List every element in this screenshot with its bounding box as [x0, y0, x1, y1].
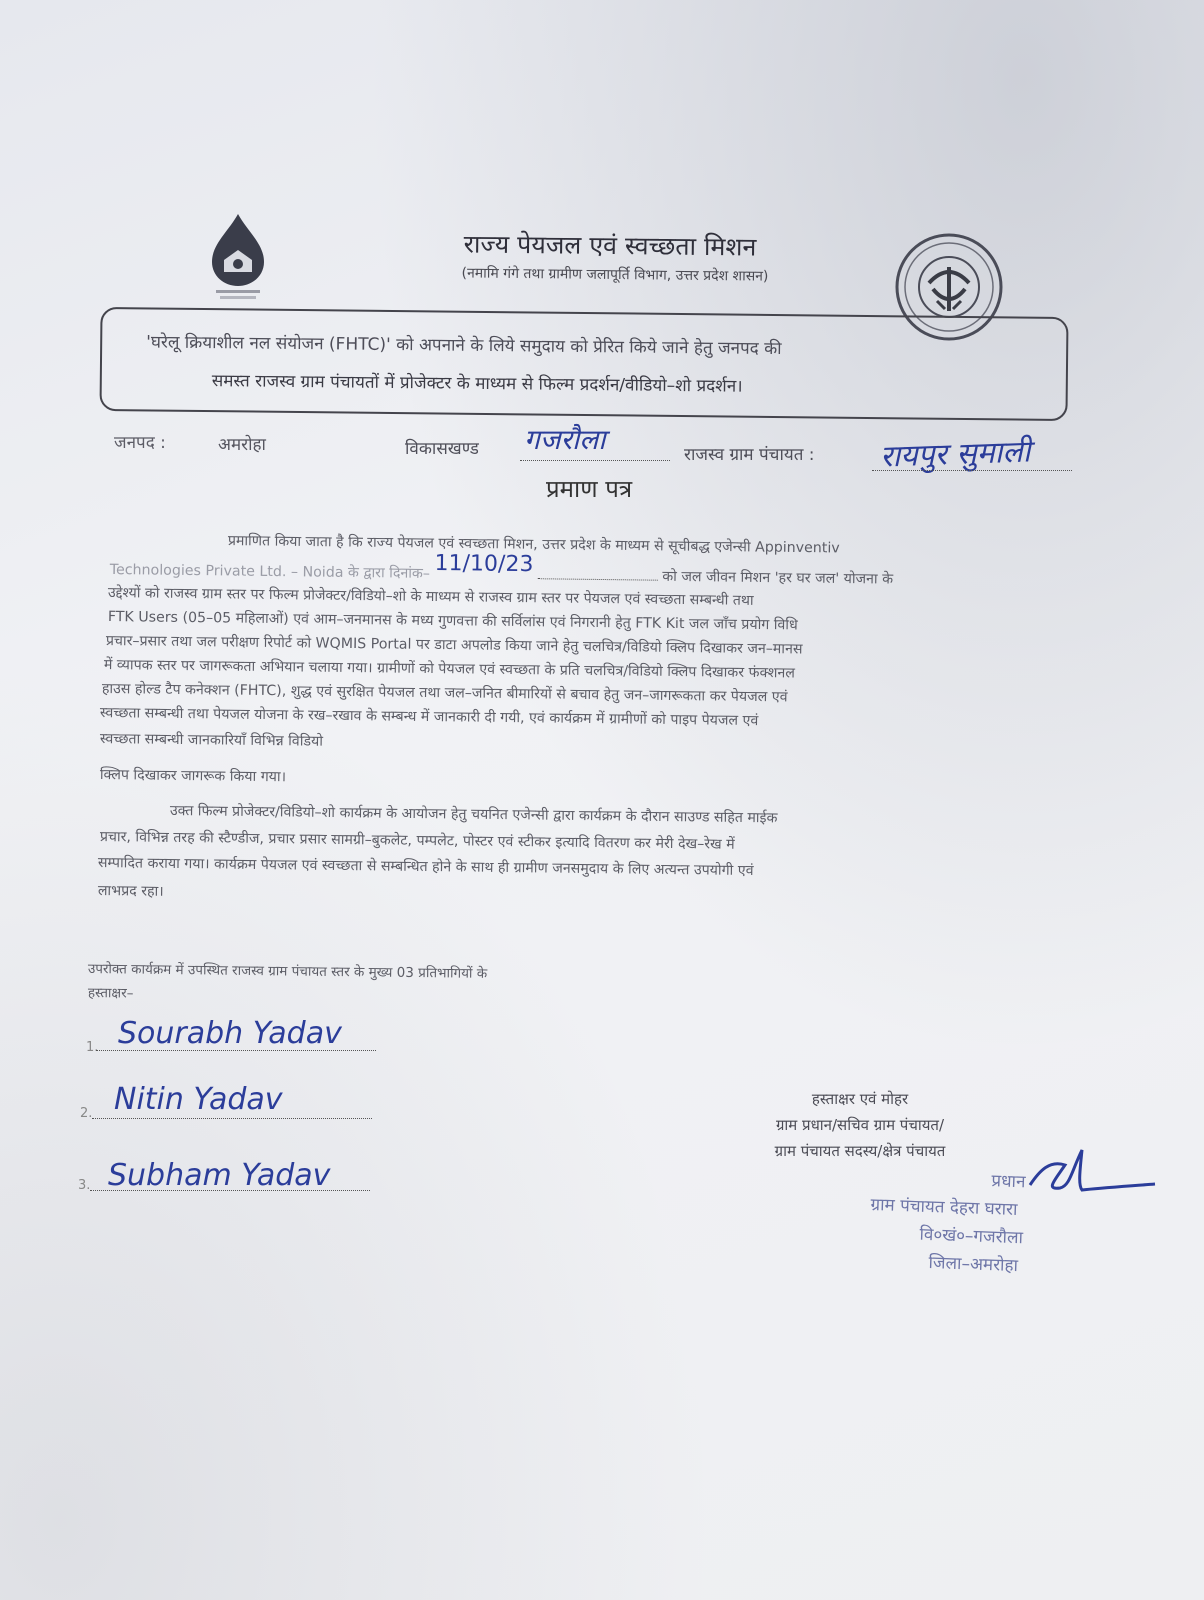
para1-line-4: FTK Users (05–05 महिलाओं) एवं आम–जनमानस के मध्य गुणवत्ता की सर्विलांस एवं निगरानी हेतु FTK Kit जल जाँच प्रयोग विधि — [107, 608, 798, 634]
district-label: जनपद : — [114, 433, 166, 453]
para2-line-2: प्रचार, विभिन्न तरह की स्टैण्डीज, प्रचार प्रसार सामग्री–बुकलेट, पम्पलेट, पोस्टर एवं स्टीकर इत्यादि वितरण कर मेरी देख–रेख में — [99, 828, 735, 853]
participants-intro: उपरोक्त कार्यक्रम में उपस्थित राजस्व ग्राम पंचायत स्तर के मुख्य 03 प्रतिभागियों के — [87, 960, 488, 982]
page-subtitle: (नमामि गंगे तथा ग्रामीण जलापूर्ति विभाग, उत्तर प्रदेश शासन) — [461, 265, 769, 285]
stamp-line-3: वि०खं०–गजरौला — [919, 1224, 1024, 1249]
panchayat-dotted-line — [872, 470, 1072, 471]
para1-line-9: स्वच्छता सम्बन्धी जानकारियाँ विभिन्न विडियो — [99, 730, 324, 750]
para1-line-10: क्लिप दिखाकर जागरूक किया गया। — [99, 766, 287, 786]
para1-line-2-text: Technologies Private Ltd. – Noida के द्वारा दिनांक– — [109, 561, 431, 582]
participant-2-number: 2. — [80, 1106, 93, 1121]
certificate-title: प्रमाण पत्र — [546, 475, 633, 503]
stamp-line-1: प्रधान — [991, 1171, 1026, 1193]
para1-line-8: स्वच्छता सम्बन्धी तथा पेयजल योजना के रख–रखाव के सम्बन्ध में जानकारी दी गयी, एवं कार्यक्रम में ग्रामीणों को पाइप पेयजल एवं — [99, 704, 759, 730]
signatory-line-1: हस्ताक्षर एवं मोहर — [811, 1090, 909, 1108]
date-dotted-line — [538, 578, 658, 580]
har-ghar-jal-logo-icon — [198, 212, 278, 302]
participant-3-number: 3. — [78, 1178, 91, 1193]
para2-line-4: लाभप्रद रहा। — [97, 882, 164, 900]
block-label: विकासखण्ड — [405, 439, 479, 459]
participant-1-line — [96, 1050, 376, 1051]
block-value-handwritten: गजरौला — [524, 423, 606, 456]
participant-2-line — [92, 1118, 372, 1119]
participant-1-signature: Sourabh Yadav — [118, 1016, 342, 1051]
para1-line-2-end: को जल जीवन मिशन 'हर घर जल' योजना के — [662, 568, 894, 588]
panchayat-label: राजस्व ग्राम पंचायत : — [684, 445, 815, 465]
para2-line-1: उक्त फिल्म प्रोजेक्टर/विडियो–शो कार्यक्रम के आयोजन हेतु चयनित एजेन्सी द्वारा कार्यक्रम के दौरान साउण्ड सहित माईक — [169, 802, 778, 827]
para2-line-3: सम्पादित कराया गया। कार्यक्रम पेयजल एवं स्वच्छता से सम्बन्धित होने के साथ ही ग्रामीण जनसमुदाय के लिए अत्यन्त उपयोगी एवं — [97, 854, 754, 880]
para1-line-6: में व्यापक स्तर पर जागरूकता अभियान चलाया गया। ग्रामीणों को पेयजल एवं स्वच्छता के प्रति चलचित्र/विडियो क्लिप दिखाकर फंक्शनल — [103, 656, 796, 682]
pradhan-signature-icon — [1010, 1140, 1160, 1210]
signatory-line-2: ग्राम प्रधान/सचिव ग्राम पंचायत/ — [775, 1116, 945, 1134]
banner-line-1: 'घरेलू क्रियाशील नल संयोजन (FHTC)' को अपनाने के लिये समुदाय को प्रेरित किये जाने हेतु जनपद की — [146, 332, 782, 360]
signatory-line-3: ग्राम पंचायत सदस्य/क्षेत्र पंचायत — [774, 1142, 946, 1160]
block-dotted-line — [520, 460, 670, 461]
participants-signature-label: हस्ताक्षर– — [87, 984, 134, 1002]
para1-line-3: उद्देश्यों को राजस्व ग्राम स्तर पर फिल्म प्रोजेक्टर/विडियो–शो के माध्यम से राजस्व ग्राम स्तर पर पेयजल एवं स्वच्छता सम्बन्धी तथा — [107, 584, 754, 609]
district-value: अमरोहा — [218, 435, 266, 455]
page-title: राज्य पेयजल एवं स्वच्छता मिशन — [463, 229, 757, 262]
event-date-handwritten: 11/10/23 — [434, 550, 534, 578]
panchayat-value-handwritten: रायपुर सुमाली — [879, 434, 1032, 475]
participant-2-signature: Nitin Yadav — [114, 1082, 283, 1117]
stamp-line-2: ग्राम पंचायत देहरा घरारा — [870, 1194, 1018, 1221]
subject-banner — [99, 307, 1068, 421]
stamp-line-4: जिला–अमरोहा — [928, 1253, 1019, 1277]
participant-3-signature: Subham Yadav — [108, 1158, 331, 1193]
signatory-block — [730, 1086, 990, 1164]
participant-1-number: 1. — [86, 1040, 99, 1055]
participant-3-line — [90, 1190, 370, 1191]
para1-line-1: प्रमाणित किया जाता है कि राज्य पेयजल एवं स्वच्छता मिशन, उत्तर प्रदेश के माध्यम से सूचीबद्ध एजेन्सी Appinventiv — [227, 532, 840, 557]
para1-line-7: हाउस होल्ड टैप कनेक्शन (FHTC), शुद्ध एवं सुरक्षित पेयजल तथा जल–जनित बीमारियों से बचाव हेतु जन–जागरूकता कर पेयजल एवं — [101, 680, 788, 706]
para1-line-5: प्रचार–प्रसार तथा जल परीक्षण रिपोर्ट को WQMIS Portal पर डाटा अपलोड किया जाने हेतु चलचित्र/विडियो क्लिप दिखाकर जन–मानस — [105, 632, 803, 658]
banner-line-2: समस्त राजस्व ग्राम पंचायतों में प्रोजेक्टर के माध्यम से फिल्म प्रदर्शन/वीडियो–शो प्रदर्शन। — [211, 371, 743, 397]
